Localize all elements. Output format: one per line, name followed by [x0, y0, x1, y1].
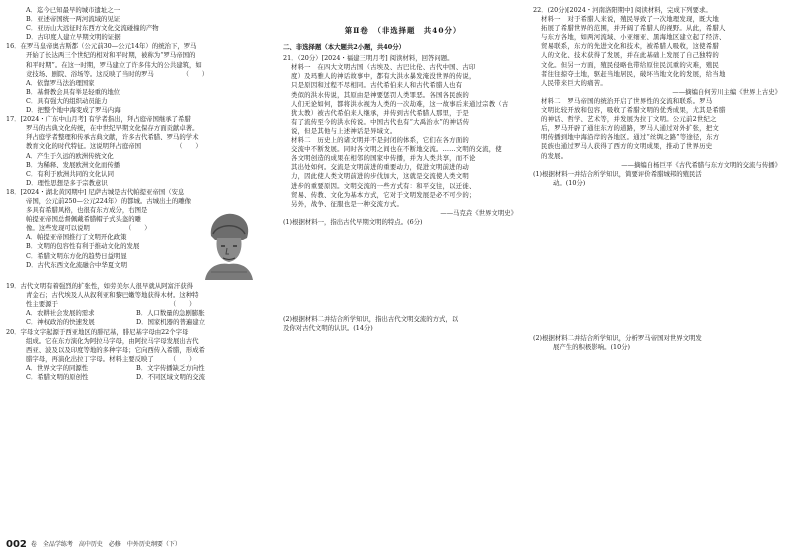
- q18-option: A．帕提亚帝国推行了文明开化政策: [26, 233, 127, 242]
- q17-stem: 教育文化的时代特征。这说明拜占庭帝国 （ ）: [26, 142, 202, 151]
- q21-sub2: (2)根据材料二并结合所学知识，指出古代文明交流的方式，以: [283, 314, 459, 323]
- q17-stem: 拜占庭学者整理和传承古典文献，许多古代希腊、罗马的学术: [26, 133, 199, 142]
- q18-option: B．文明的包容性有利于推动文化的发展: [26, 242, 140, 251]
- q16-stem: 开始了长达两三个世纪的相对和平时期，被称为“罗马帝国的: [26, 51, 196, 60]
- q18-option: D．古代东西文化流融合中华夏文明: [26, 260, 127, 269]
- material-line: 的发展。: [541, 151, 568, 160]
- q22-sub1: 动。(10分): [553, 178, 586, 187]
- material-line: 后，罗马开辟了通往东方的道路，罗马人通过对外扩张，把文: [541, 124, 719, 133]
- material-line: 材料一 对于希腊人来说，殖民导致了一次地理发现，既大地: [541, 15, 719, 24]
- material-line: 民族也通过罗马人获得了西方的文明成果，推动了世界历史: [541, 142, 713, 151]
- statue-image: [193, 208, 263, 280]
- q18-stem: 帝国，公元前250—公元224年）的都城。古城出土的雕像: [26, 196, 191, 205]
- material-line: 者往往掠夺土地，驱赶当地居民，破坏当地文化的发展，给当地: [541, 69, 726, 78]
- material-line: 进步的重要原因。文明交流的一些方式有：和平交往，以迁徙、: [291, 181, 476, 190]
- q19-option: C．神权政治的快速发展: [26, 318, 95, 327]
- q20-stem: 腊字母，再演化出拉丁字母。材料主要反映了 （ ）: [26, 354, 196, 363]
- page-number: 002: [6, 538, 27, 550]
- material-line: 犹太教）被古代希伯来人继承，并传到古代希腊人那里，于是: [291, 108, 469, 117]
- question-18: [6, 188, 271, 270]
- column-left: [6, 6, 271, 382]
- q22-sub2: (2)根据材料二并结合所学知识，分析罗马帝国对世界文明发: [533, 333, 702, 342]
- q15-option: D．古印度人建立早期文明的证据: [26, 33, 121, 42]
- material-line: 的神话、哲学、艺术等，并发展为拉丁文明。公元前2世纪之: [541, 115, 717, 124]
- material-source: ——摘编自何芳川主编《世界上古史》: [672, 87, 781, 96]
- material-source: ——马克垚《世界文明史》: [440, 208, 517, 217]
- question-17: [6, 115, 271, 188]
- q16-option: D．把整个地中海变成了罗马内海: [26, 106, 121, 115]
- question-19: [6, 282, 271, 327]
- material-line: 只是原因和过程不尽相同。古代希伯来人和古代希腊人也有: [291, 81, 463, 90]
- q18-stem: 18．[2024・湖北黄冈期中] 尼萨古城是古代帕提亚帝国（安息: [6, 187, 185, 196]
- material-line: 度）及玛雅人的神话故事中，都有大洪水暴发淹没世界的传说，: [291, 72, 476, 81]
- q15-option: B．亚述帝国统一两河流域的见证: [26, 15, 121, 24]
- material-line: 文化。但另一方面，殖民侵略也带给原住民沉重的灾难，殖民: [541, 60, 719, 69]
- q16-stem: 16．在罗马皇帝奥古斯都（公元前30—公元14年）的统治下，罗马: [6, 42, 197, 51]
- material-line: 材料二 罗马帝国的统治开启了世界性的交流和联系。罗马: [541, 96, 713, 105]
- material-line: 另外，战争、征服也是一种交流方式。: [291, 199, 404, 208]
- q19-option: A．农耕社会发展的需求: [26, 309, 95, 318]
- q19-stem: 性主要源于 （ ）: [26, 300, 196, 309]
- q20-option: C．希腊文明的原创性: [26, 373, 89, 381]
- q21-sub2: 及你对古代文明的认识。(14分): [283, 324, 373, 333]
- q20-option: D．不同区域文明的交流: [136, 373, 206, 381]
- q15-options: [6, 6, 271, 42]
- material-source: ——摘编自杨巨平《古代希腊与东方文明的交流与传播》: [621, 160, 781, 169]
- section-subheading: 二、非选择题（本大题共2小题，共40分）: [283, 43, 405, 52]
- material-line: 力，因此使人类文明前进的步伐加大，这就是交流使人类文明: [291, 172, 469, 181]
- material-line: 拓展了希腊世界的范围，并开阔了希腊人的视野。从此，希腊人: [541, 24, 726, 33]
- section-title: 第Ⅱ卷 （非选择题 共40分）: [344, 26, 462, 35]
- material-line: 人民带来巨大的痛苦。: [541, 78, 607, 87]
- material-line: 明传播到地中海沿岸的各地区。通过“丝绸之路”等途径，东方: [541, 133, 720, 142]
- q20-option: B．文字传播缺乏方向性: [136, 363, 205, 372]
- q17-option: B．为稀释、发展欧洲文化而传播: [26, 160, 121, 169]
- footer-text: 卷 全品学练考 高中历史 必修 中外历史纲要（下）: [30, 540, 181, 548]
- material-line: 材料二 历史上的诸文明并不是封闭的体系，它们在各方面的: [291, 136, 469, 145]
- q17-option: C．有利于欧洲共同的文化认同: [26, 169, 114, 178]
- material-line: 有了流传至今的洪水传说。中国古代也有“大禹治水”的神话传: [291, 117, 470, 126]
- q21-sub1: (1)根据材料一，指出古代早期文明的特点。(6分): [283, 217, 423, 226]
- q18-stem: 多具有希腊风格，也很有东方成分，右图是: [26, 206, 148, 215]
- material-line: 人们无论如何，都将洪水视为人类的一次劫难，这一故事后来通过宗教（古: [291, 99, 509, 108]
- q19-stem: 青金石；古代埃及人从叙利亚和黎巴嫩等地获得木材。这种特: [26, 291, 199, 300]
- q22-stem: 22．(20分)[2024・河南洛阳期中] 阅读材料，完成下列要求。: [533, 6, 712, 14]
- q22-sub1: (1)根据材料一并结合所学知识，简要评价希腊城邦的殖民活: [533, 169, 702, 178]
- question-20: [6, 328, 271, 383]
- q22-sub2: 展产生的积极影响。(10分): [553, 342, 631, 351]
- q16-option: B．基督教会具有举足轻重的地位: [26, 87, 121, 96]
- material-line: 材料一 在四大文明古国（古埃及、古巴比伦、古代中国、古印: [291, 63, 476, 72]
- material-line: 人的文化、技术获得了发展，并在此基础上发展了自己独特的: [541, 51, 719, 60]
- q15-option: A．迄今已知最早的城市遗址之一: [26, 6, 121, 14]
- q18-option: C．希腊文明东方化的趋势日益明显: [26, 251, 127, 260]
- q18-stem: 帕提亚帝国总督佩戴希腊帽子式头盔的雕: [26, 215, 142, 224]
- material-line: 与东方各地，如两河流域、小亚细亚、黑海地区建立起了经济、: [541, 33, 726, 42]
- material-line: 类似的洪水传说，其原由是神要惩罚人类罪恶。各国各民族的: [291, 90, 469, 99]
- q19-stem: 19．古代文明有着强烈的扩张性，如劳美尔人很早就从阿富汗获得: [6, 282, 194, 291]
- answer-space[interactable]: [283, 227, 523, 315]
- q20-option: A．世界文字的同源性: [26, 363, 89, 372]
- material-line: 交流中不断发展。同时各文明之间也在不断地交流。……文明的交流，使: [291, 145, 502, 154]
- q20-stem: 20．字母文字起源于西亚地区的腓尼基，腓尼基字母由22个字母: [6, 327, 189, 336]
- q17-option: A．产生于久远的欧洲传统文化: [26, 151, 114, 160]
- material-line: 说，但是其他与上述神话是异域文。: [291, 126, 397, 135]
- q21-material-1: [283, 63, 523, 136]
- material-line: 贸易联系，东方的先进文化和技术，被希腊人吸收，这使希腊: [541, 42, 719, 51]
- q16-option: C．具有强大的组织动员能力: [26, 96, 108, 105]
- page-footer: [6, 540, 181, 549]
- q16-stem: 竞技场、剧院、浴场等。这反映了当时的罗马 （ ）: [26, 69, 209, 78]
- q16-stem: 和平时期”。在这一时期，罗马建立了许多伟大的公共建筑，如: [26, 60, 202, 69]
- q19-option: D．国家机器的普遍建立: [136, 318, 206, 327]
- q22-material-2: [533, 97, 787, 161]
- q18-stem: 像。这些发现可以说明 （ ）: [26, 224, 151, 233]
- material-line: 各文明创造的成果在相邻的国家中传播，并为人类共享，而不论: [291, 154, 476, 163]
- material-line: 文明比较开放和包容，吸收了希腊文明的优秀成果，尤其是希腊: [541, 106, 726, 115]
- q21-stem: 21．（20分）[2024・福建三明月考] 阅读材料，回答问题。: [283, 54, 454, 63]
- q20-stem: 西亚、波及以及印度等地的多种字母；它向西传入希腊，形成希: [26, 345, 205, 354]
- column-middle: [283, 6, 523, 333]
- q19-option: B．人口数量的急剧膨胀: [136, 309, 205, 318]
- q21-material-2: [283, 136, 523, 209]
- material-line: 其出处如何。交流是文明前进的重要动力，促进文明前进的动: [291, 163, 469, 172]
- q15-option: C．亚历山大远征时东西方文化交流碰撞的产物: [26, 24, 159, 33]
- q20-stem: 组成。它在东方演化为阿拉马字母，由阿拉马字母发展出古代: [26, 336, 199, 345]
- q22-material-1: [533, 15, 787, 88]
- question-16: [6, 42, 271, 115]
- q17-option: D．理性思想是多于宗教意识: [26, 178, 108, 187]
- column-right: [533, 6, 787, 352]
- q16-option: A．依靠罗马法治理国家: [26, 78, 95, 87]
- q17-stem: 17．[2024・广东中山月考] 有学者指出，拜占庭帝国继承了希腊: [6, 115, 191, 124]
- answer-space[interactable]: [533, 188, 787, 334]
- material-line: 贸易、传教、文化为基本方式，它对于文明发展是必不可少的；: [291, 190, 476, 199]
- q17-stem: 罗马的古典文化传统，在中世纪早期文化保存方面贡献卓著。: [26, 124, 199, 133]
